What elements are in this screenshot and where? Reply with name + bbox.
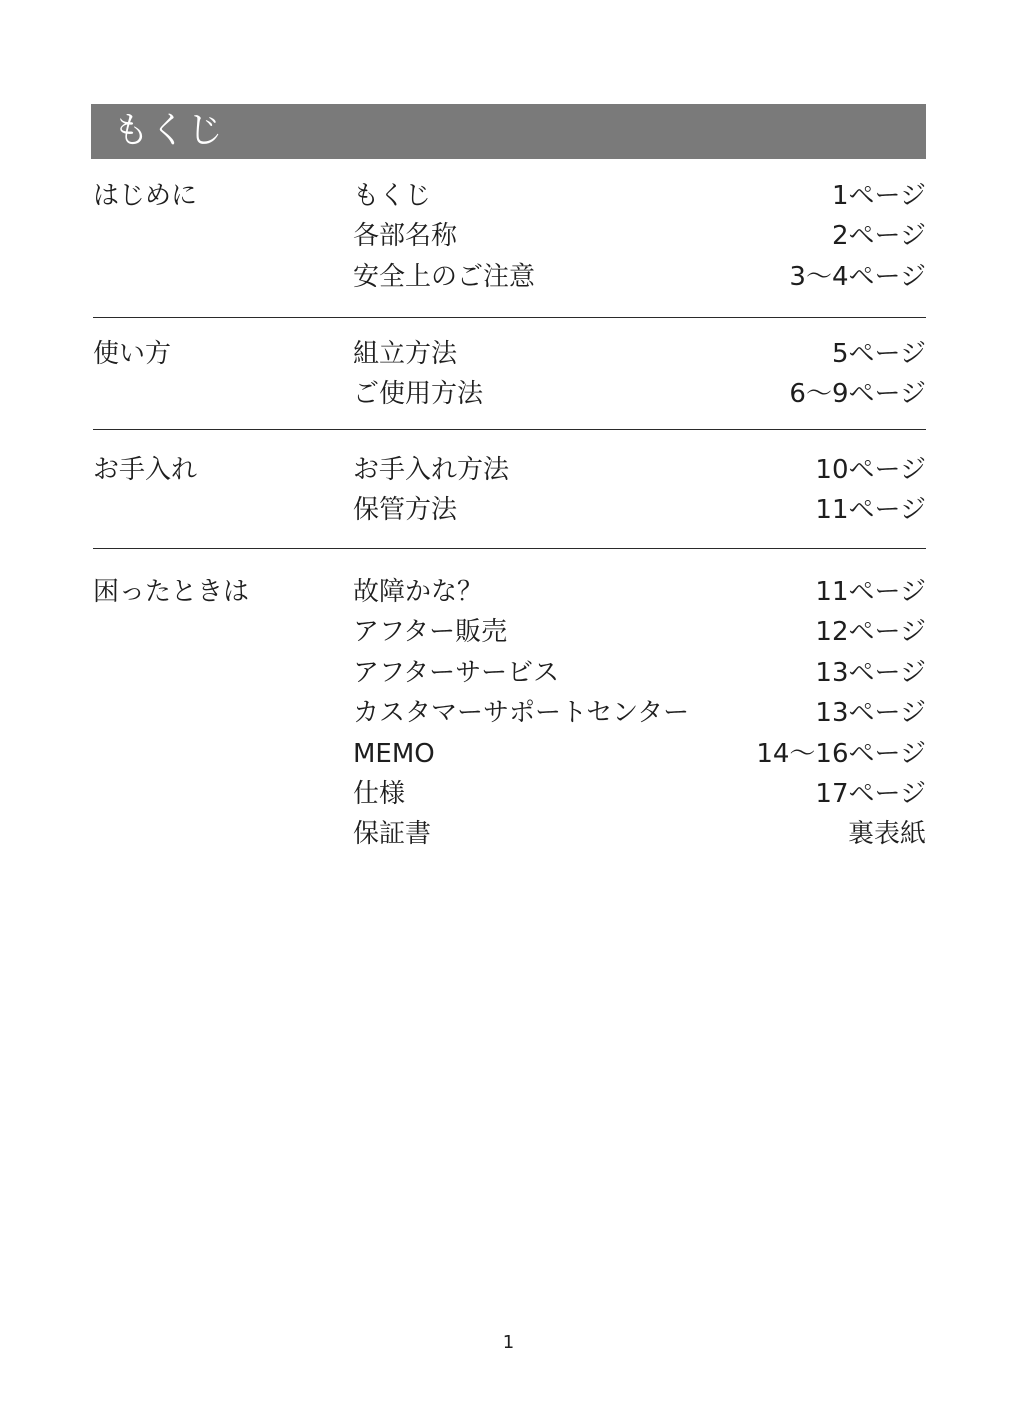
entry-list (353, 572, 926, 855)
entry-list (353, 176, 926, 297)
entry-page: 5ページ (831, 339, 926, 369)
entry-page: 12ページ (815, 617, 926, 648)
entry-page: 11ページ (815, 577, 926, 607)
toc-entry[interactable] (353, 334, 926, 374)
entry-page: 14～16ページ (756, 738, 926, 769)
section-label: お手入れ (93, 455, 198, 485)
toc-entry[interactable] (353, 490, 926, 530)
entry-page: 裏表紙 (847, 819, 926, 850)
entry-title: 仕様 (353, 778, 406, 809)
section-label: 使い方 (93, 339, 172, 369)
entry-title: ご使用方法 (353, 379, 484, 410)
toc-entry[interactable] (353, 814, 926, 854)
entry-page: 13ページ (815, 698, 926, 729)
entry-page: 11ページ (815, 495, 926, 526)
section-divider (93, 317, 926, 318)
page-number: 1 (502, 1332, 515, 1353)
section-divider (93, 548, 926, 549)
entry-page: 13ページ (815, 657, 926, 688)
toc-entry[interactable] (353, 216, 926, 256)
entry-page: 17ページ (815, 778, 926, 809)
entry-title: アフターサービス (353, 657, 560, 688)
toc-entry[interactable] (353, 374, 926, 414)
page-title: もくじ (113, 110, 225, 151)
entry-title: 組立方法 (353, 339, 458, 369)
entry-title: 各部名称 (353, 221, 458, 252)
entry-page: 3～4ページ (789, 261, 926, 292)
toc-entry[interactable] (353, 257, 926, 297)
entry-title: カスタマーサポートセンター (353, 698, 690, 729)
entry-title: 保管方法 (353, 495, 458, 526)
section-divider (93, 429, 926, 430)
entry-title: 故障かな？ (353, 577, 484, 607)
section-label: 困ったときは (93, 577, 250, 607)
toc-entry[interactable] (353, 653, 926, 693)
entry-title: お手入れ方法 (353, 455, 510, 485)
entry-list (353, 450, 926, 531)
entry-title: MEMO (353, 738, 435, 769)
toc-entry[interactable] (353, 693, 926, 733)
entry-page: 6～9ページ (789, 379, 926, 410)
entry-title: もくじ (353, 181, 432, 211)
toc-entry[interactable] (353, 774, 926, 814)
toc-entry[interactable] (353, 734, 926, 774)
toc-title-bar (91, 104, 926, 159)
toc-entry[interactable] (353, 176, 926, 216)
toc-entry[interactable] (353, 612, 926, 652)
entry-title: 安全上のご注意 (353, 261, 536, 292)
entry-page: 1ページ (831, 181, 926, 211)
toc-entry[interactable] (353, 572, 926, 612)
entry-title: アフター販売 (353, 617, 508, 648)
entry-page: 2ページ (831, 221, 926, 252)
entry-list (353, 334, 926, 415)
entry-page: 10ページ (815, 455, 926, 485)
entry-title: 保証書 (353, 819, 432, 850)
toc-entry[interactable] (353, 450, 926, 490)
section-label: はじめに (93, 181, 198, 211)
